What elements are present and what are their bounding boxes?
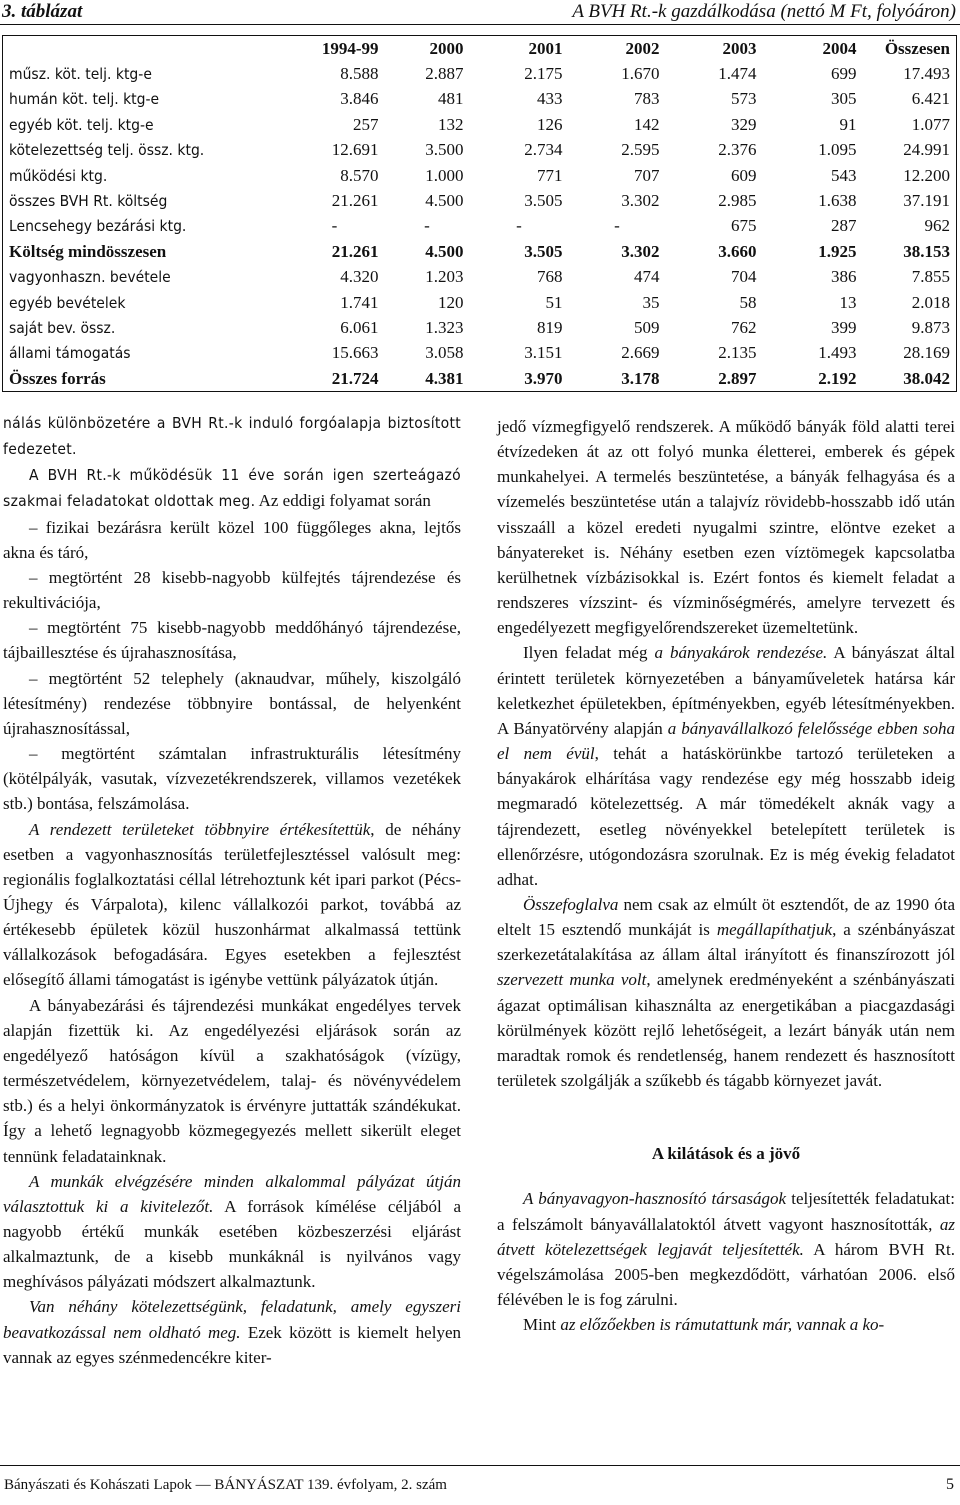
table-cell: 287 [831,216,857,236]
table-cell: 15.663 [331,343,379,363]
row-label: egyéb bevételek [9,293,126,312]
section-heading: A kilátások és a jövő [651,1144,801,1164]
table-cell: 2.595 [621,140,660,160]
table-cell: 37.191 [903,191,950,211]
table-number: 3. táblázat [2,1,83,22]
table-cell: 142 [634,114,660,134]
table-header [0,0,960,26]
column-header: 2001 [528,38,563,58]
table-cell: 2.376 [718,140,757,160]
column-header: 1994-99 [321,38,379,58]
table-cell: 21.724 [331,368,379,388]
paragraph: A munkák elvégzésére minden alkalommal pályázat útján választottuk ki a kivitelezőt. A források kímélése céljából a nagyobb értékű munkák esetében közbeszerzési eljárást alkalmaztunk, de a kisebb munkáknál is nyilvános vagy meghívásos pályázati módszert alkalmaztunk. [3,1171,461,1292]
table-cell: 12.691 [331,140,379,160]
table-cell: 3.505 [524,241,563,261]
table-cell: 2.734 [524,140,563,160]
column-header: 2003 [722,38,757,58]
row-label: összes BVH Rt. költség [9,192,168,211]
table-cell: 12.200 [903,165,950,185]
row-label: Lencsehegy bezárási ktg. [9,217,187,236]
table-cell: 9.873 [911,317,950,337]
paragraph: Összefoglalva nem csak az elmúlt öt esztendőt, de az 1990 óta eltelt 15 esztendő munkáját is megállapíthatjuk, a szénbányászat szerkezetátalakítása az állam által irányított és finanszírozott jól szervezett munka volt, amelynek eredményeként a szénbányászati ágazat optimálisan kihasználta az energetikában a piacgazdasági körülmények között rejlő lehetőségeit, a lezárt bányák után nem maradtak romok és rendetlenség, hanem rendezett és hasznosított területek szolgálják a szűkebb és tágabb környezet javát. [497,894,956,1091]
row-label: Költség mindösszesen [9,241,167,261]
table-cell: 1.925 [818,241,857,261]
table-cell: 3.302 [621,241,660,261]
row-label: kötelezettség telj. össz. ktg. [9,141,205,160]
table-cell: 768 [537,267,563,287]
table-cell: 7.855 [911,267,950,287]
table-cell: 543 [831,165,857,185]
paragraph: Ilyen feladat még a bányakárok rendezése. A bányászat által érintett területek környezetében a bányaműveletek határsa kár keletkezhet épületekben, építményekben, egyéb létesítményekben. A Bányatörvény alapján a bányavállalkozó felelőssége ebben soha el nem évül, tehát a hatáskörünkbe tartozó területeken a bányakárok elhárítása vagy rendezése egy még hosszabb ideig megmaradó kötelezettség. A már tömedékelt aknák vagy a tájrendezett, esetleg növényekkel betelepített területek is ellenőrzésre, utógondozásra szorulnak. Ez is még évekig feladatot adhat. [497,643,955,889]
right-column [497,414,955,1337]
paragraph: Van néhány kötelezettségünk, feladatunk, amely egyszeri beavatkozással nem oldható meg. Ezek között is kiemelt helyen vannak az egyes szénmedencékre kiter- [3,1297,461,1367]
table-cell: 3.505 [524,191,563,211]
paragraph: nálás különbözetére a BVH Rt.-k induló forgóalapja biztosított fedezetet. [3,414,461,459]
paragraph: A BVH Rt.-k működésük 11 éve során igen szerteágazó szakmai feladatokat oldottak meg. Az eddigi folyamat során [3,466,461,511]
table-cell: 386 [831,267,857,287]
table-cell: 120 [438,292,464,312]
table-cell: 1.474 [718,64,757,84]
table-cell: 1.203 [425,267,464,287]
table-cell: 783 [634,89,660,109]
list-item: – megtörtént 52 telephely (aknaudvar, műhely, kiszolgáló létesítmény) rendezése többnyire bontással, de helyenként újrahasznosítással, [3,668,461,738]
row-label: működési ktg. [9,166,108,185]
table-cell: 609 [731,165,757,185]
table-cell: 2.175 [524,64,563,84]
table-cell: 51 [545,292,563,312]
table-cell: 962 [924,216,950,236]
table-cell: 1.670 [621,64,660,84]
table-cell: 3.846 [340,89,379,109]
table-cell: 6.421 [911,89,950,109]
table-cell: 17.493 [903,64,950,84]
list-item: – megtörtént 75 kisebb-nagyobb meddőhányó tájrendezése, tájbaillesztése és újrahasznosítása, [3,618,461,663]
table-cell: 1.638 [818,191,857,211]
page-number: 5 [946,1476,954,1493]
table-cell: 509 [634,317,660,337]
table-cell: 3.058 [425,343,464,363]
table-cell: 4.381 [425,368,464,388]
paragraph: Mint az előzőekben is rámutattunk már, vannak a ko- [523,1315,885,1335]
table-cell: 4.320 [340,267,379,287]
table-cell: 3.500 [425,140,464,160]
table-cell: 8.570 [340,165,379,185]
table-row [3,315,957,340]
row-label: műsz. köt. telj. ktg-e [9,65,152,84]
table-cell: - [424,216,430,236]
table-row [3,290,957,315]
column-header: Összesen [884,38,950,58]
table-row [3,239,957,264]
table-cell: 2.018 [911,292,950,312]
table-cell: 3.151 [524,343,563,363]
table-cell: 704 [731,267,757,287]
table-cell: 4.500 [425,191,464,211]
table-cell: 1.323 [425,317,464,337]
table-row [3,265,957,290]
table-row [3,188,957,213]
financial-table [2,35,957,392]
row-label: Összes forrás [9,368,106,388]
table-cell: 35 [642,292,660,312]
table-cell: 91 [839,114,857,134]
table-row [3,366,957,392]
table-cell: 257 [353,114,379,134]
left-column [3,410,461,1370]
table-cell: 2.897 [718,368,757,388]
journal-citation: Bányászati és Kohászati Lapok — BÁNYÁSZAT 139. évfolyam, 2. szám [4,1477,447,1493]
table-cell: 3.178 [621,368,660,388]
table-cell: 58 [739,292,757,312]
table-cell: 1.000 [425,165,464,185]
table-cell: 433 [537,89,563,109]
table-cell: 2.192 [818,368,857,388]
table-cell: - [614,216,620,236]
table-cell: 38.153 [903,241,950,261]
row-label: vagyonhaszn. bevétele [9,268,171,287]
table-cell: 474 [634,267,660,287]
table-row [3,87,957,112]
table-cell: 771 [537,165,563,185]
table-cell: 21.261 [331,241,379,261]
table-cell: 24.991 [903,140,950,160]
column-header: 2002 [625,38,660,58]
table-cell: 1.077 [911,114,950,134]
table-row [3,112,957,137]
table-row [3,61,957,86]
table-cell: 481 [438,89,464,109]
table-cell: 305 [831,89,857,109]
table-cell: 132 [438,114,464,134]
column-header: 2004 [822,38,857,58]
paragraph: A rendezett területeket többnyire értékesítettük, de néhány esetben a vagyonhasznosítás területfejlesztéssel valósult meg: regionális foglalkoztatási céllal létrehoztunk két ipari parkot (Pécs-Újhegy és Várpalota), kilenc vállalkozói parkot, továbbá az értékesebb épületek közül huszonhármat alkalmassá tettünk vállalkozások befogadására. Egyes esetekben a fejlesztést elősegítő állami támogatást is igénybe vettünk pályázatok útján. [3,819,462,990]
page-footer [0,1465,960,1493]
table-cell: 3.660 [718,241,757,261]
table-row [3,138,957,163]
table-cell: 699 [831,64,857,84]
table-cell: 3.302 [621,191,660,211]
table-cell: 819 [537,317,563,337]
table-cell: - [516,216,522,236]
table-row [3,341,957,366]
table-row [3,214,957,239]
table-cell: 6.061 [340,317,379,337]
table-cell: 762 [731,317,757,337]
table-cell: 2.887 [425,64,464,84]
table-cell: 21.261 [331,191,379,211]
footer-rule [0,1465,960,1466]
list-item: – megtörtént számtalan infrastrukturális létesítmény (kötélpályák, vasutak, vízvezetékrendszerek, villamos vezetékek stb.) bontása, felszámolása. [3,744,461,814]
table-cell: 675 [731,216,757,236]
row-label: saját bev. össz. [9,318,116,337]
column-header-blank [3,36,285,62]
table-cell: 1.741 [340,292,379,312]
table-cell: 329 [731,114,757,134]
table-cell: 126 [537,114,563,134]
paragraph: A bányabezárási és tájrendezési munkákat engedélyes tervek alapján fizettük ki. Az engedélyezési eljárások során az engedélyező hatóságon kívül a szakhatóságok (vízügy, természetvédelem, környezetvédelem, talaj- és növényvédelem stb.) és a helyi önkormányzatok is érvényre juttatták szándékukat. Így a lehető legnagyobb közmegegyezés mellett sikerült eleget tennünk feladatainknak. [3,995,461,1166]
paragraph: jedő vízmegfigyelő rendszerek. A működő bányák föld alatti terei étvízedeken át az ott folyó munka életterei, emberek és gépek munkahelyei. A termelés beszüntetése, a bányák felhagyása és a vízemelés beszüntetése után a talajvíz rövidebb-hosszabb idő után visszaáll a közel eredeti nyugalmi szintre, elöntve ezeket a bányatereket is. Néhány esetben ezen víztömegek kapcsolatba kerülhetnek vízbázisokkal is. Ezért fontos és kiemelt feladat a rendszeres vízszint- és vízminőségmérés, amelyre tervezett és engedélyezett megfigyelőrendszereket üzemeltetünk. [497,417,955,638]
table-cell: 573 [731,89,757,109]
list-item: – fizikai bezárásra került közel 100 függőleges akna, lejtős akna és táró, [3,517,461,562]
table-header-row [3,36,957,62]
row-label: állami támogatás [9,344,131,363]
paragraph: A bányavagyon-hasznosító társaságok teljesítették feladatukat: a felszámolt bányavállalatoktól átvett vagyont hasznosították, az átvett kötelezettségek legjavát teljesítették. A három BVH Rt. végelszámolása 2005-ben megkezdődött, várhatóan 2006. első félévében le is fog zárulni. [497,1189,955,1309]
table-cell: 1.095 [818,140,857,160]
table-cell: 38.042 [903,368,950,388]
row-label: humán köt. telj. ktg-e [9,90,160,109]
table-cell: 3.970 [524,368,563,388]
table-cell: 8.588 [340,64,379,84]
list-item: – megtörtént 28 kisebb-nagyobb külfejtés tájrendezése és rekultivációja, [3,567,461,613]
table-row [3,163,957,188]
header-rule [0,24,960,25]
table-title: A BVH Rt.-k gazdálkodása (nettó M Ft, folyóáron) [572,1,956,22]
table-cell: 2.985 [718,191,757,211]
table-cell: 399 [831,317,857,337]
table-cell: 28.169 [903,343,950,363]
table-cell: 1.493 [818,343,857,363]
table-cell: 4.500 [425,241,464,261]
table-cell: 2.669 [621,343,660,363]
table-cell: - [331,216,338,236]
table-cell: 13 [839,292,857,312]
table-cell: 2.135 [718,343,757,363]
table-cell: 707 [634,165,660,185]
row-label: egyéb köt. telj. ktg-e [9,115,154,134]
column-header: 2000 [429,38,464,58]
